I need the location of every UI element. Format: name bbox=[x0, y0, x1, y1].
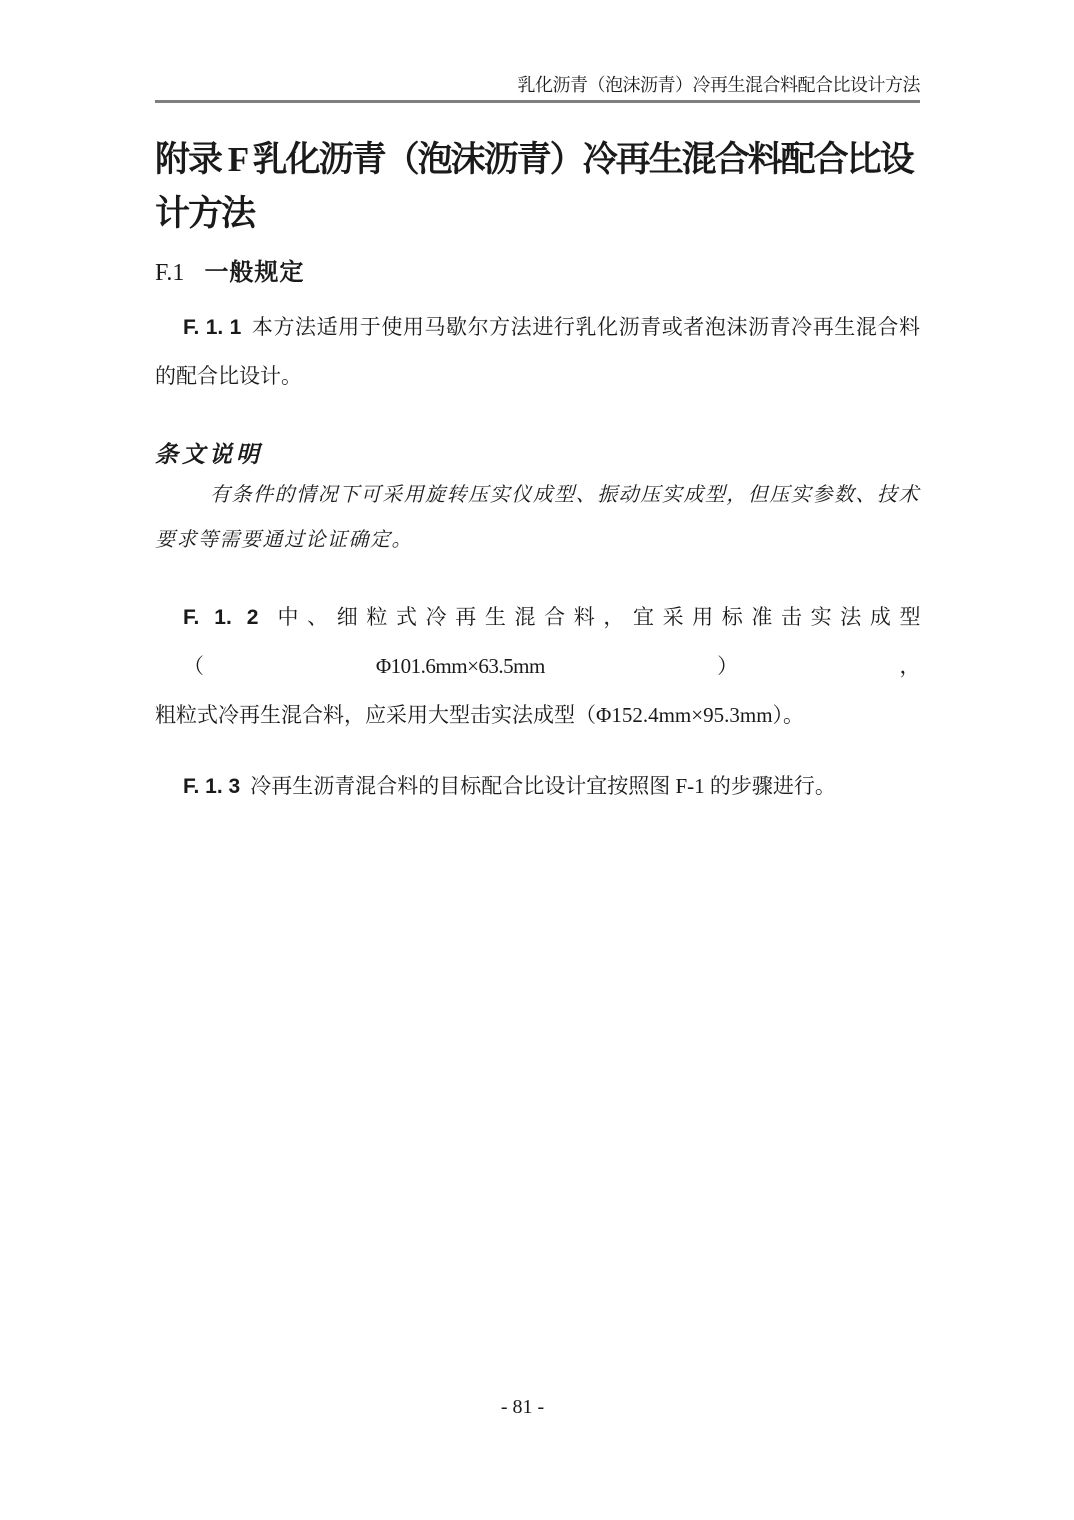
appendix-title-line-1: 附录 F 乳化沥青（泡沫沥青）冷再生混合料配合比设 bbox=[155, 140, 913, 179]
clause-f11-text-1: 本方法适用于使用马歇尔方法进行乳化沥青或者泡沫沥青冷再生混合料 bbox=[251, 315, 920, 339]
running-header bbox=[155, 0, 920, 103]
section-heading-f1 bbox=[155, 257, 920, 289]
commentary-line-2: 要求等需要通过论证确定。 bbox=[155, 529, 413, 551]
commentary-block bbox=[155, 437, 920, 563]
appendix-title bbox=[155, 133, 920, 241]
clause-f11-line-1 bbox=[155, 303, 920, 352]
clause-f12-line-2: 粗粒式冷再生混合料，应采用大型击实法成型（Φ152.4mm×95.3mm）。 bbox=[155, 703, 805, 727]
clause-f11-number: F. 1. 1 bbox=[183, 316, 242, 339]
clause-f13 bbox=[155, 762, 920, 811]
clause-f11-line-2: 的配合比设计。 bbox=[155, 364, 302, 388]
clause-f13-text-1: 冷再生沥青混合料的目标配合比设计宜按照图 F-1 的步骤进行。 bbox=[250, 774, 836, 798]
page-number: - 81 - bbox=[500, 1396, 545, 1418]
appendix-title-line-2: 计方法 bbox=[155, 194, 255, 233]
commentary-body bbox=[155, 473, 920, 563]
commentary-line-1: 有条件的情况下可采用旋转压实仪成型、振动压实成型，但压实参数、技术 bbox=[210, 484, 920, 506]
clause-f12-number: F. 1. 2 bbox=[183, 606, 259, 629]
section-number: F.1 bbox=[155, 260, 185, 286]
running-header-text: 乳化沥青（泡沫沥青）冷再生混合料配合比设计方法 bbox=[517, 75, 920, 95]
clause-f12-line-1 bbox=[155, 593, 920, 691]
clause-f13-line-1 bbox=[155, 762, 920, 811]
clause-f12 bbox=[155, 593, 920, 740]
clause-f12-text-1: 中、细粒式冷再生混合料，宜采用标准击实法成型（Φ101.6mm×63.5mm）， bbox=[183, 605, 920, 678]
page-content bbox=[155, 0, 920, 811]
clause-f11 bbox=[155, 303, 920, 401]
clause-f13-number: F. 1. 3 bbox=[183, 775, 241, 798]
section-title: 一般规定 bbox=[204, 259, 305, 286]
commentary-heading: 条文说明 bbox=[155, 442, 263, 467]
